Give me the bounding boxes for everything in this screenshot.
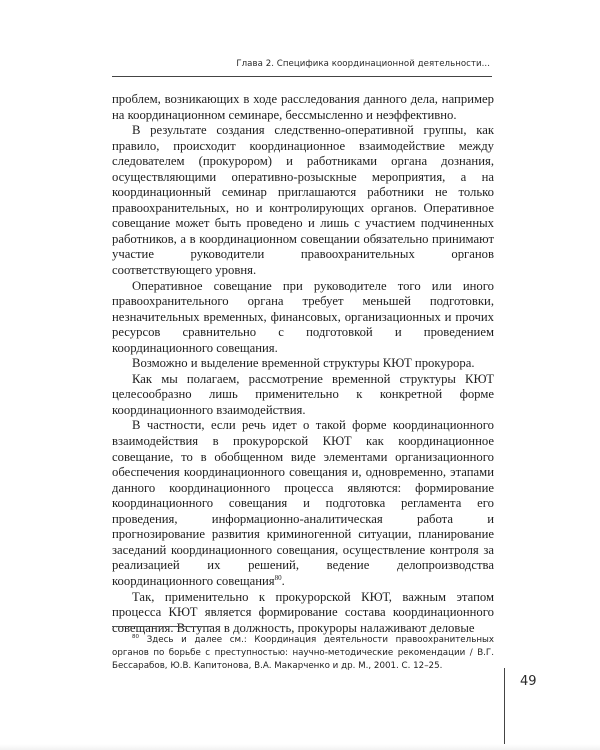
paragraph-6: В частности, если речь идет о такой форме координационного взаимодействия в прокурорской КЮТ как координационное совещание, то в обобщенном виде элементами организационного обеспечения координационного совещания и, одновременно, этапами данного координационного процесса являются: формирование координационного совещания и подготовка регламента его проведения, информационно-аналитическая работа и прогнозирование развития криминогенной ситуации, планирование заседаний координационного совещания, осуществление контроля за реализацией их решений, ведение делопроизводства координационного совещания$^{80}$. <box>112 418 494 588</box>
paragraph-2: В результате создания следственно-оперативной группы, как правило, происходит координационное взаимодействие между следователем (прокурором) и работниками органа дознания, осуществляющими оперативно-розыскные мероприятия, а на координационный семинар приглашаются работники не только правоохранительных, но и контролирующих органов. Оперативное совещание может быть проведено и лишь с участием подчиненных работников, а в координационном совещании обязательно принимают участие руководители правоохранительных органов соответствующего уровня. <box>112 123 494 278</box>
running-header <box>112 58 492 77</box>
running-header-title: Глава 2. Специфика координационной деятельности... <box>236 59 490 69</box>
page-number: 49 <box>520 674 537 689</box>
paragraph-4: Возможно и выделение временной структуры КЮТ прокурора. <box>132 356 475 371</box>
page-bottom-edge <box>0 744 600 750</box>
footnote <box>112 634 494 673</box>
footnote-rule <box>112 626 212 627</box>
footnote-number: 80 <box>132 634 139 640</box>
body-text <box>112 92 494 636</box>
footnote-text: Здесь и далее см.: Координация деятельности правоохранительных органов по борьбе с преступностью: научно-методические рекомендации / В.Г. Бессарабов, Ю.В. Капитонова, В.А. Макарченко и др. М., 2001. С. 12–25. <box>112 635 494 671</box>
paragraph-3: Оперативное совещание при руководителе того или иного правоохранительного органа требует меньшей подготовки, незначительных временных, финансовых, организационных и прочих ресурсов сравнительно с подготовкой и проведением координационного совещания. <box>112 278 494 355</box>
paragraph-6-text: В частности, если речь идет о такой форме координационного взаимодействия в прокурорской КЮТ как координационное совещание, то в обобщенном виде элементами организационного обеспечения координационного совещания и, одновременно, этапами данного координационного процесса являются: формирование координационного совещания и подготовка регламента его проведения, информационно-аналитическая работа и прогнозирование развития криминогенной ситуации, планирование заседаний координационного совещания, осуществление контроля за реализацией их решений, ведение делопроизводства координационного совещания <box>112 418 494 588</box>
paragraph-7: Так, применительно к прокурорской КЮТ, важным этапом процесса КЮТ является формирование состава координационного совещания. Вступая в должность, прокуроры налаживают деловые <box>112 589 494 635</box>
paragraph-5: Как мы полагаем, рассмотрение временной структуры КЮТ целесообразно лишь применительно к конкретной форме координационного взаимодействия. <box>112 371 494 417</box>
folio-rule <box>504 668 505 750</box>
paragraph-1: проблем, возникающих в ходе расследования данного дела, например на координационном семинаре, бессмысленно и неэффективно. <box>112 92 494 122</box>
footnote-paragraph <box>112 634 494 673</box>
footnote-ref-80[interactable]: 80 <box>274 573 282 582</box>
